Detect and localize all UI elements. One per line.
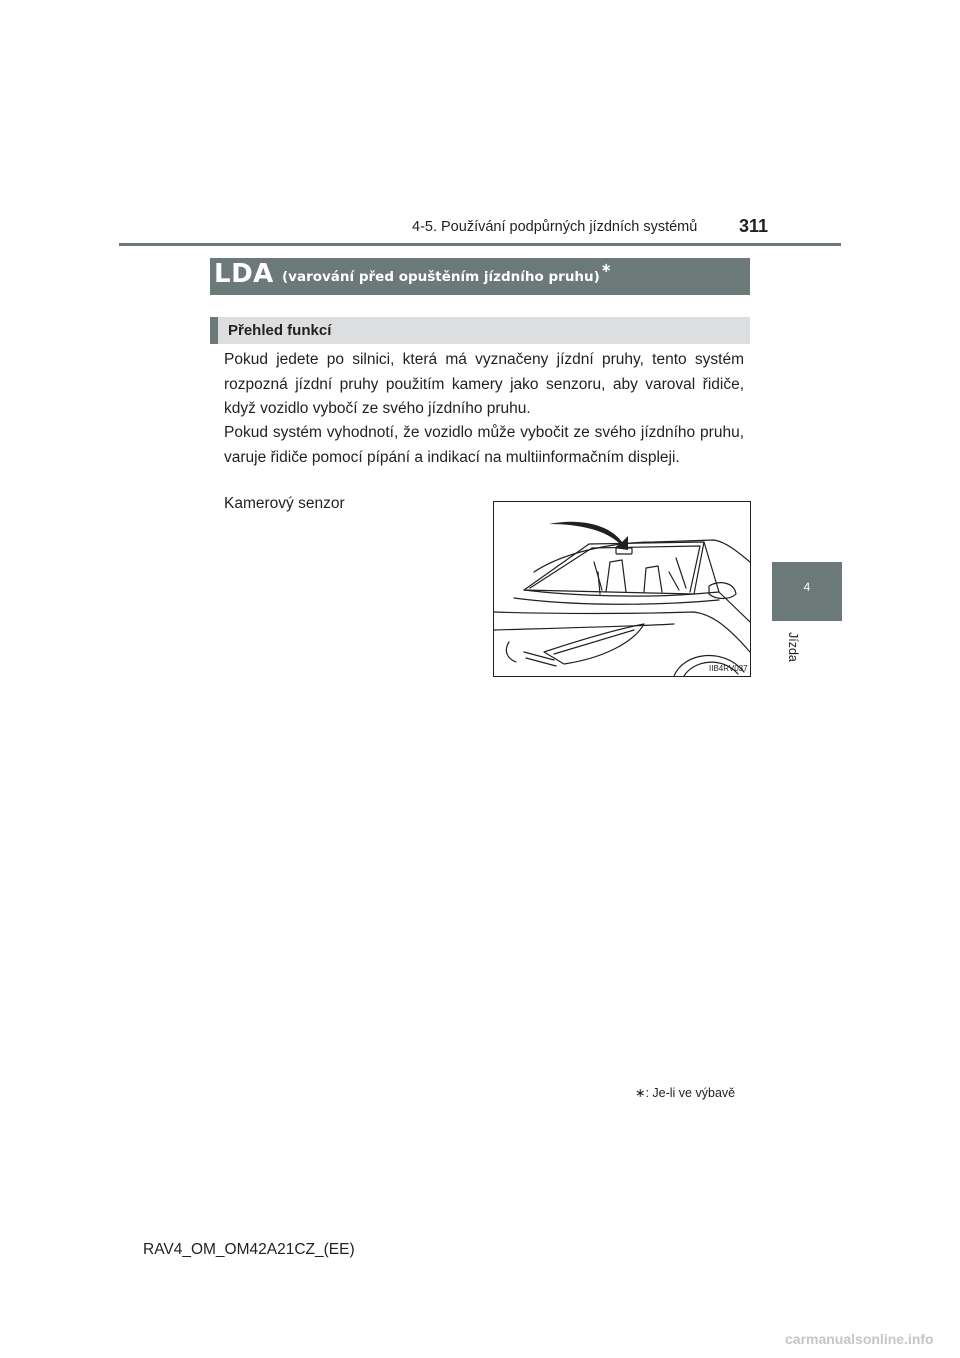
chapter-number: 4: [803, 580, 811, 594]
section-description-text: (varování před opuštěním jízdního pruhu): [282, 269, 600, 285]
footnote: ∗: Je-li ve výbavě: [635, 1086, 736, 1100]
car-windshield-drawing: [494, 502, 750, 676]
section-title-banner: [210, 258, 750, 295]
page-number: 311: [739, 216, 769, 236]
optional-equipment-marker: ∗: [600, 261, 612, 276]
body-paragraph-2: Pokud systém vyhodnotí, že vozidlo může vybočit ze svého jízdního pruhu, varuje řidiče pomocí pípání a indikací na multiinformačním displeji.: [224, 424, 744, 466]
section-code: LDA: [214, 259, 274, 289]
pointer-arrow: [549, 522, 628, 550]
figure-caption: Kamerový senzor: [224, 495, 345, 512]
subheading-bar: [210, 317, 750, 344]
document-code: RAV4_OM_OM42A21CZ_(EE): [143, 1241, 355, 1258]
chapter-tab: [772, 562, 842, 621]
chapter-label: Jízda: [786, 632, 800, 662]
camera-sensor-illustration: [493, 501, 751, 677]
subheading-accent: [210, 317, 218, 344]
body-paragraph-1: Pokud jedete po silnici, která má vyznačeny jízdní pruhy, tento systém rozpozná jízdní pruhy použitím kamery jako senzoru, aby varoval řidiče, když vozidlo vybočí ze svého jízdního pruhu.: [224, 351, 744, 417]
subheading-label: Přehled funkcí: [228, 322, 332, 339]
figure-code: IIB4RV037: [709, 664, 748, 673]
watermark: carmanualsonline.info: [785, 1331, 934, 1347]
header-divider: [119, 243, 841, 246]
section-description: [282, 261, 612, 285]
running-header-title: 4-5. Používání podpůrných jízdních systémů: [412, 219, 698, 235]
